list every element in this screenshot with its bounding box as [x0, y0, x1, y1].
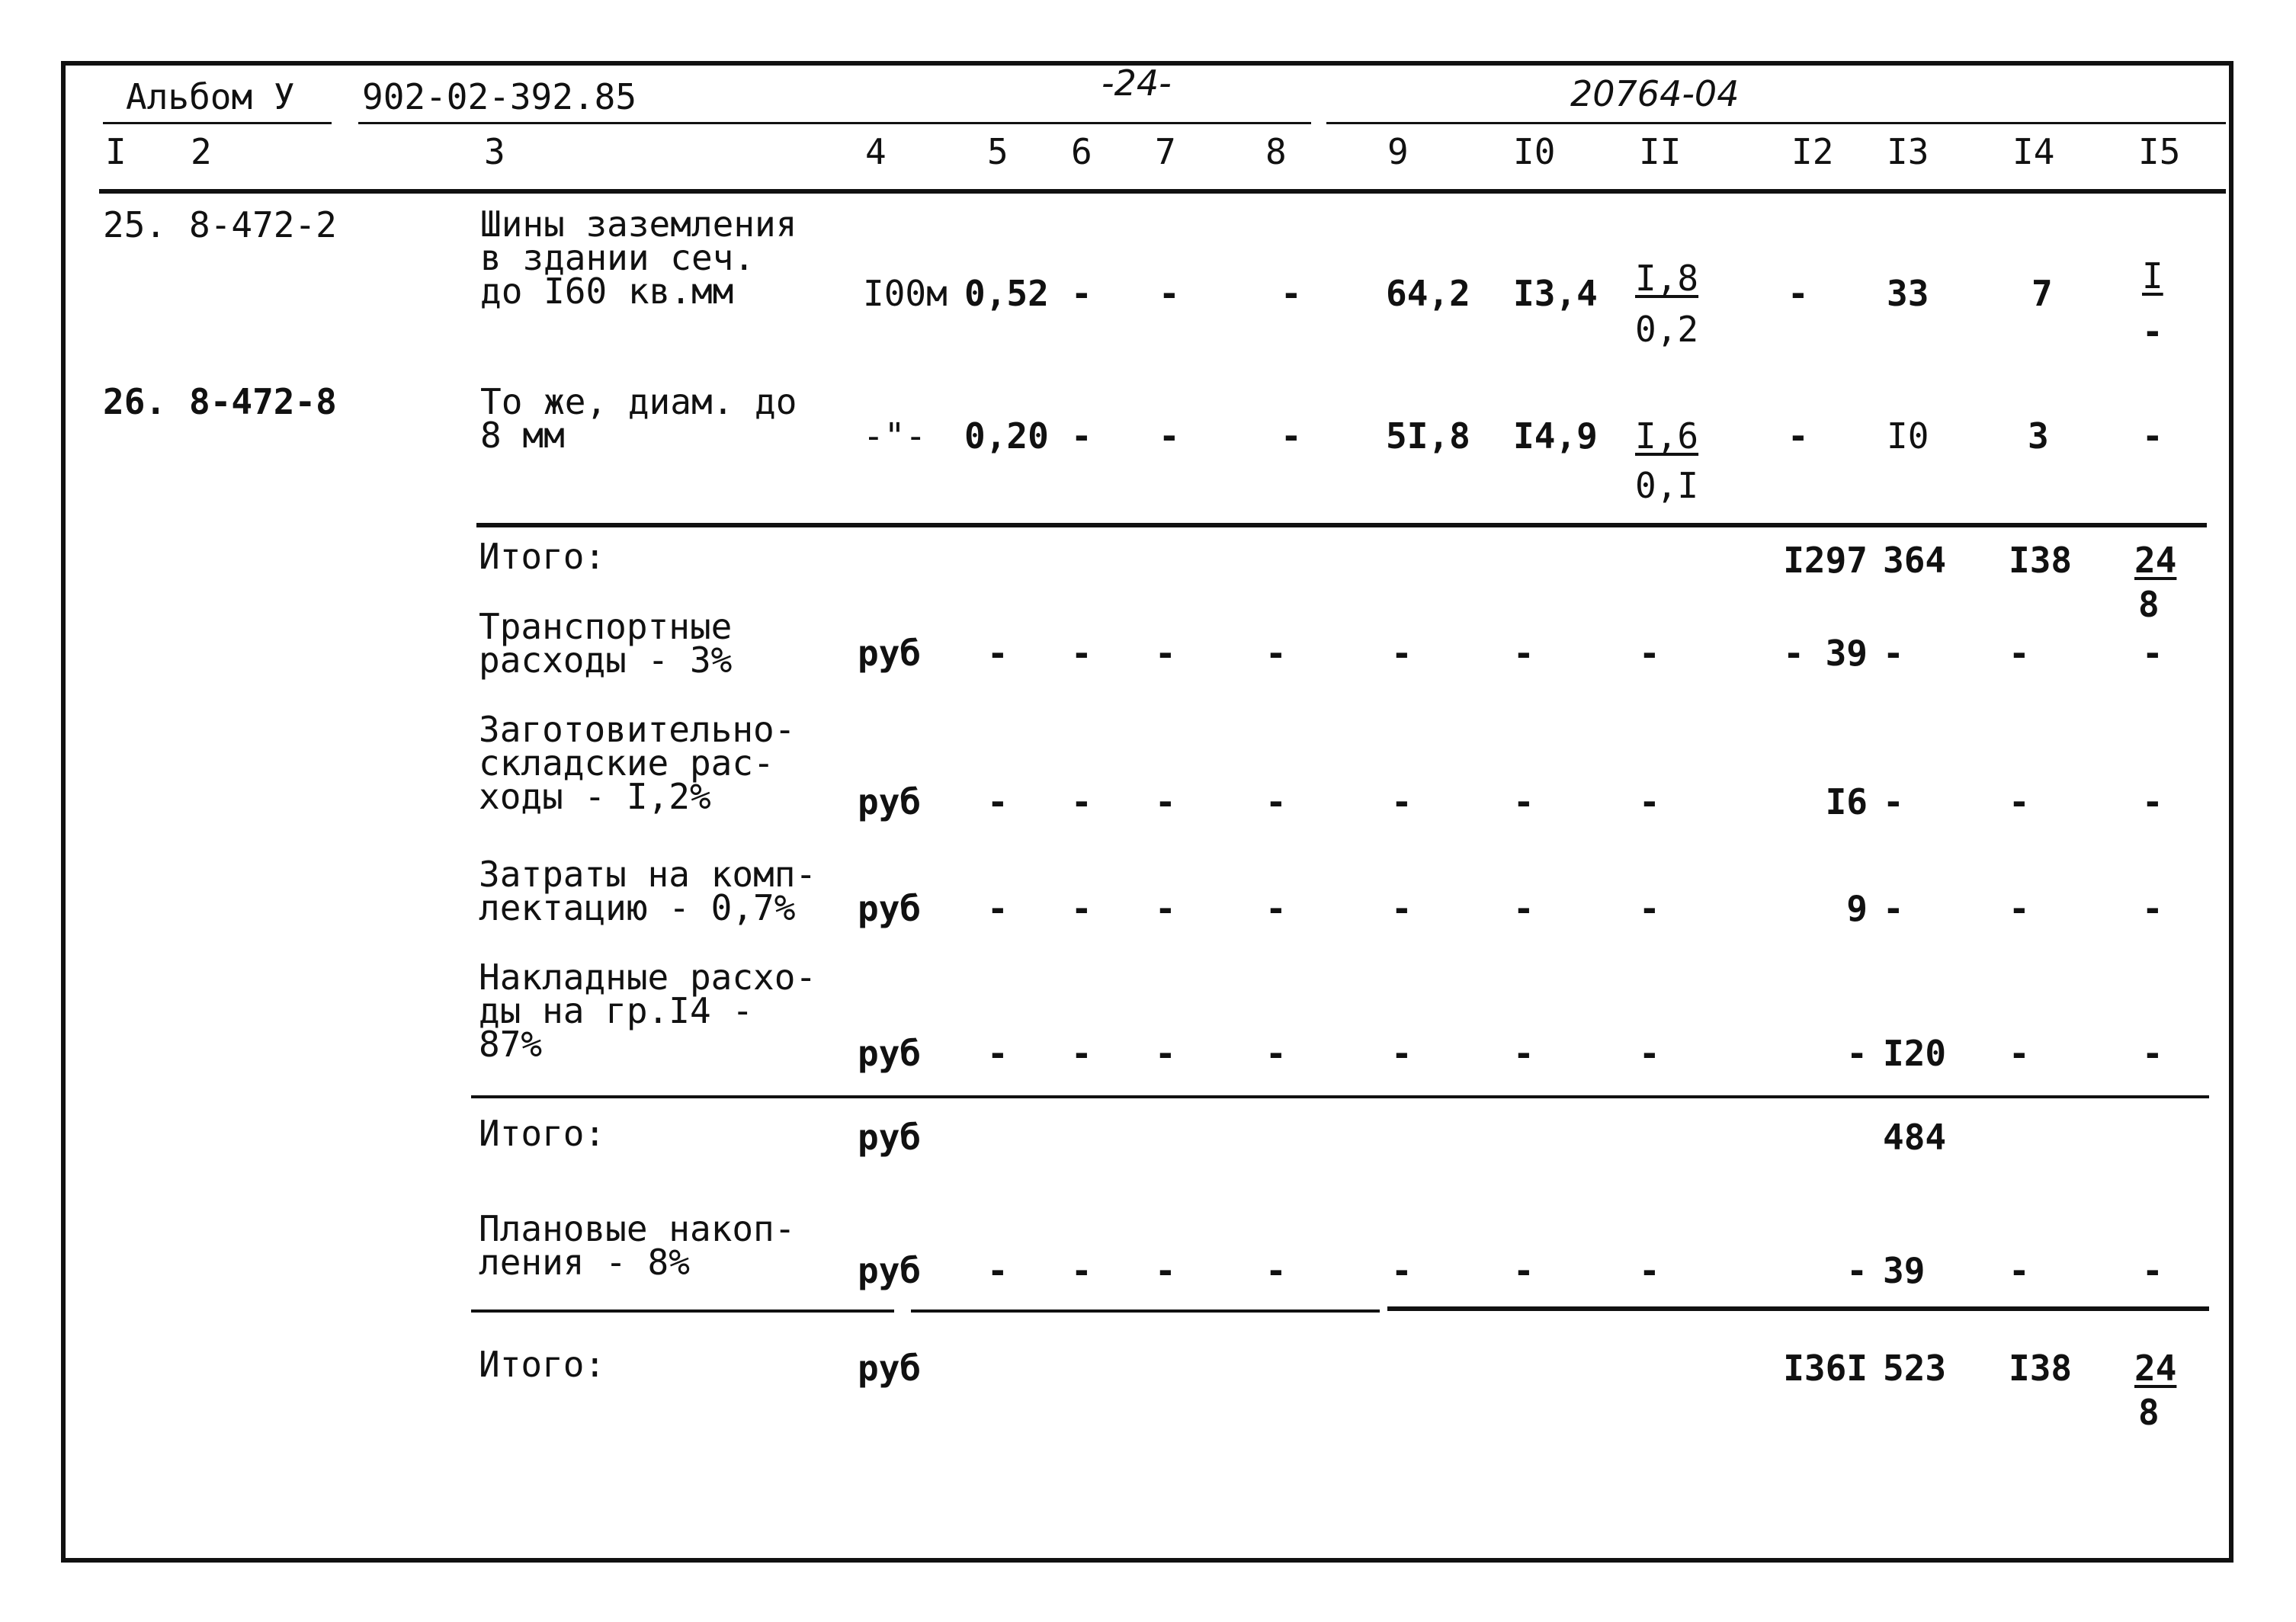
total-row-unit: руб: [858, 1348, 922, 1389]
row-col10: I4,9: [1513, 415, 1598, 457]
row-col14: 3: [2028, 415, 2049, 457]
total-row-dash: -: [1155, 781, 1176, 822]
total-row-dash: -: [987, 633, 1009, 674]
row-col8: -: [1281, 273, 1302, 314]
subtotal-rule-3a: [471, 1309, 894, 1313]
total-row-name: Транспортные расходы - 3%: [479, 606, 733, 681]
total-row-dash: -: [1265, 781, 1287, 822]
total-row-dash: -: [1265, 1250, 1287, 1291]
row-col12: -: [1788, 273, 1809, 314]
row-number: 26.: [103, 381, 167, 422]
column-header: I: [105, 131, 127, 172]
total-row-unit: руб: [858, 1117, 922, 1158]
page-number: -24-: [1102, 63, 1172, 104]
total-row-unit: руб: [858, 633, 922, 674]
total-row-name: Накладные расхо- ды на гр.I4 - 87%: [479, 957, 817, 1065]
total-row-dash: -: [987, 1250, 1009, 1291]
total-row-col13: 523: [1883, 1348, 1947, 1389]
column-header: I5: [2138, 131, 2181, 172]
row-col9: 5I,8: [1386, 415, 1470, 457]
total-row-dash: -: [1391, 781, 1413, 822]
subtotal-rule-3b: [911, 1309, 1380, 1313]
row-number: 25.: [103, 204, 167, 245]
column-header: 8: [1265, 131, 1287, 172]
total-row-dash: -: [1265, 633, 1287, 674]
total-row-col15-bottom: 8: [2138, 584, 2160, 625]
column-header: I2: [1791, 131, 1834, 172]
total-row-name: Затраты на комп- лектацию - 0,7%: [479, 854, 817, 928]
row-col11-top: I,6: [1635, 415, 1699, 457]
total-row-col12: 9: [1846, 888, 1868, 929]
row-col13: I0: [1887, 415, 1929, 457]
total-row-col15-bottom: 8: [2138, 1392, 2160, 1433]
total-row-dash: -: [1391, 1033, 1413, 1074]
total-row-unit: руб: [858, 1033, 922, 1074]
total-row-dash: -: [1513, 1250, 1534, 1291]
total-row-dash: -: [1391, 1250, 1413, 1291]
subtotal-rule-3c: [1387, 1306, 2209, 1311]
total-row-dash: -: [1071, 1033, 1092, 1074]
total-row-col12: I297: [1783, 540, 1868, 581]
total-row-dash: -: [1155, 1033, 1176, 1074]
header-rule: [99, 189, 2226, 194]
total-row-dash: -: [1391, 888, 1413, 929]
row-col11-bottom: 0,I: [1635, 465, 1699, 506]
row-col5: 0,20: [964, 415, 1049, 457]
total-row-col13: -: [1883, 781, 1904, 822]
row-col15-bottom: -: [2142, 311, 2163, 352]
total-row-col15: -: [2142, 1250, 2163, 1291]
row-col6: -: [1071, 273, 1092, 314]
row-code: 8-472-8: [189, 381, 337, 422]
total-row-name: Итого:: [479, 536, 606, 577]
total-row-dash: -: [1513, 1033, 1534, 1074]
row-col15: -: [2142, 415, 2163, 457]
column-header: 2: [191, 131, 212, 172]
row-col13: 33: [1887, 273, 1929, 314]
total-row-dash: -: [987, 888, 1009, 929]
row-col12: -: [1788, 415, 1809, 457]
subtotal-rule-1: [476, 523, 2207, 527]
total-row-col15-top: 24: [2134, 1348, 2177, 1389]
column-header: 5: [987, 131, 1009, 172]
total-row-dash: -: [987, 1033, 1009, 1074]
total-row-dash: -: [1155, 1250, 1176, 1291]
total-row-col14: -: [2009, 633, 2030, 674]
total-row-name: Плановые накоп- ления - 8%: [479, 1208, 796, 1283]
row-col10: I3,4: [1513, 273, 1598, 314]
total-row-col13: 39: [1883, 1250, 1926, 1291]
total-row-dash: -: [1071, 888, 1092, 929]
total-row-col12: I36I: [1783, 1348, 1868, 1389]
row-unit: I00м: [863, 273, 948, 314]
row-code: 8-472-2: [189, 204, 337, 245]
column-header: I3: [1887, 131, 1929, 172]
column-header: I4: [2012, 131, 2055, 172]
column-header: 3: [484, 131, 505, 172]
total-row-col12: -: [1846, 1250, 1868, 1291]
project-code: 902-02-392.85: [362, 76, 637, 117]
column-header: 4: [865, 131, 887, 172]
total-row-col15: -: [2142, 781, 2163, 822]
total-row-dash: -: [1155, 888, 1176, 929]
total-row-col15: -: [2142, 633, 2163, 674]
total-row-col15-top: 24: [2134, 540, 2177, 581]
total-row-col14: -: [2009, 888, 2030, 929]
total-row-dash: -: [1071, 633, 1092, 674]
total-row-name: Итого:: [479, 1344, 606, 1385]
sheet-code: 20764-04: [1570, 73, 1740, 114]
total-row-dash: -: [1639, 888, 1660, 929]
total-row-col13: 484: [1883, 1117, 1947, 1158]
row-col8: -: [1281, 415, 1302, 457]
total-row-unit: руб: [858, 888, 922, 929]
total-row-col14: I38: [2009, 1348, 2073, 1389]
total-row-col14: -: [2009, 1250, 2030, 1291]
total-row-dash: -: [1513, 888, 1534, 929]
row-col15-top: I: [2142, 255, 2163, 297]
row-col11-bottom: 0,2: [1635, 309, 1699, 350]
total-row-unit: руб: [858, 1250, 922, 1291]
total-row-col14: I38: [2009, 540, 2073, 581]
column-header: II: [1639, 131, 1682, 172]
total-row-dash: -: [1513, 633, 1534, 674]
subtotal-rule-2: [471, 1095, 2209, 1098]
row-col6: -: [1071, 415, 1092, 457]
total-row-col15: -: [2142, 888, 2163, 929]
column-header: 6: [1071, 131, 1092, 172]
total-row-dash: -: [1155, 633, 1176, 674]
sheet-underline: [1326, 122, 2226, 124]
total-row-col13: -: [1883, 633, 1904, 674]
album-label: Альбом У: [126, 76, 295, 117]
row-name: Шины заземления в здании сеч. до I60 кв.мм: [480, 204, 797, 312]
total-row-dash: -: [1391, 633, 1413, 674]
column-header: 9: [1387, 131, 1409, 172]
row-col14: 7: [2031, 273, 2053, 314]
total-row-col12: - 39: [1783, 633, 1868, 674]
total-row-dash: -: [1639, 633, 1660, 674]
row-col7: -: [1159, 273, 1180, 314]
total-row-dash: -: [1265, 1033, 1287, 1074]
total-row-col14: -: [2009, 781, 2030, 822]
row-unit: -"-: [863, 415, 927, 457]
total-row-col13: 364: [1883, 540, 1947, 581]
total-row-dash: -: [1265, 888, 1287, 929]
project-underline: [358, 122, 1311, 124]
total-row-dash: -: [1071, 781, 1092, 822]
row-col11-top: I,8: [1635, 258, 1699, 299]
total-row-unit: руб: [858, 781, 922, 822]
total-row-col13: -: [1883, 888, 1904, 929]
total-row-dash: -: [1639, 781, 1660, 822]
row-col5: 0,52: [964, 273, 1049, 314]
total-row-dash: -: [987, 781, 1009, 822]
album-underline: [103, 122, 332, 124]
total-row-col15: -: [2142, 1033, 2163, 1074]
total-row-dash: -: [1513, 781, 1534, 822]
total-row-name: Итого:: [479, 1113, 606, 1154]
row-col9: 64,2: [1386, 273, 1470, 314]
total-row-dash: -: [1639, 1033, 1660, 1074]
row-name: То же, диам. до 8 мм: [480, 381, 797, 456]
total-row-dash: -: [1639, 1250, 1660, 1291]
total-row-col13: I20: [1883, 1033, 1947, 1074]
total-row-col12: -: [1846, 1033, 1868, 1074]
total-row-col12: I6: [1825, 781, 1868, 822]
column-header: 7: [1155, 131, 1176, 172]
row-col7: -: [1159, 415, 1180, 457]
total-row-name: Заготовительно- складские рас- ходы - I,2%: [479, 709, 796, 817]
column-header: I0: [1513, 131, 1556, 172]
total-row-dash: -: [1071, 1250, 1092, 1291]
total-row-col14: -: [2009, 1033, 2030, 1074]
